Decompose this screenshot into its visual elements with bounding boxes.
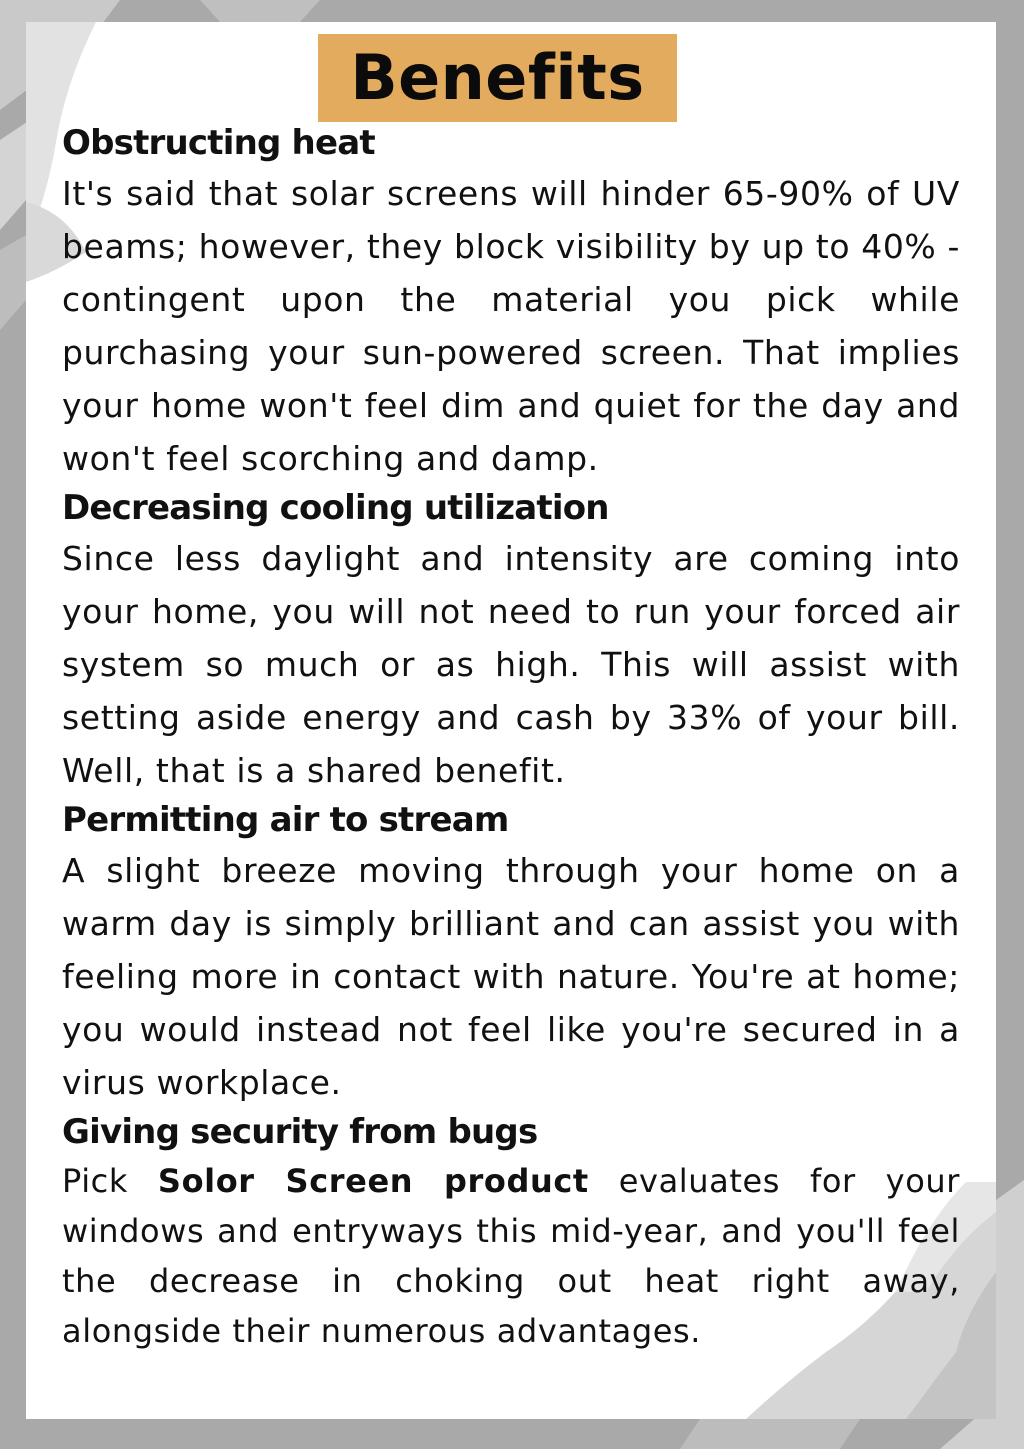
page-title: Benefits <box>350 41 645 114</box>
section-decreasing-cooling <box>62 485 960 797</box>
body-suffix: evaluates for your windows and entryways this mid-year, and you'll feel the decrease in choking out heat right away, alongside their numerous advantages. <box>62 1162 961 1350</box>
section-heading: Permitting air to stream <box>62 800 509 840</box>
section-body <box>62 1156 960 1356</box>
benefits-content <box>62 120 960 1356</box>
body-prefix: Pick <box>62 1162 158 1200</box>
section-heading: Giving security from bugs <box>62 1112 538 1152</box>
title-banner <box>318 34 677 122</box>
section-heading: Decreasing cooling utilization <box>62 488 609 528</box>
section-security-bugs <box>62 1109 960 1356</box>
section-body: It's said that solar screens will hinder 65-90% of UV beams; however, they block visibility by up to 40% - contingent upon the material you pick while purchasing your sun-powered screen. That implies your home won't feel dim and quiet for the day and won't feel scorching and damp. <box>62 174 960 478</box>
product-name: Solor Screen product <box>157 1162 589 1200</box>
section-heading: Obstructing heat <box>62 123 375 163</box>
section-body: A slight breeze moving through your home on a warm day is simply brilliant and can assist you with feeling more in contact with nature. You're at home; you would instead not feel like you're secured in a virus workplace. <box>62 851 960 1102</box>
section-permitting-air <box>62 797 960 1109</box>
section-body: Since less daylight and intensity are coming into your home, you will not need to run your forced air system so much or as high. This will assist with setting aside energy and cash by 33% of your bill. Well, that is a shared benefit. <box>62 539 960 790</box>
section-obstructing-heat <box>62 120 960 485</box>
